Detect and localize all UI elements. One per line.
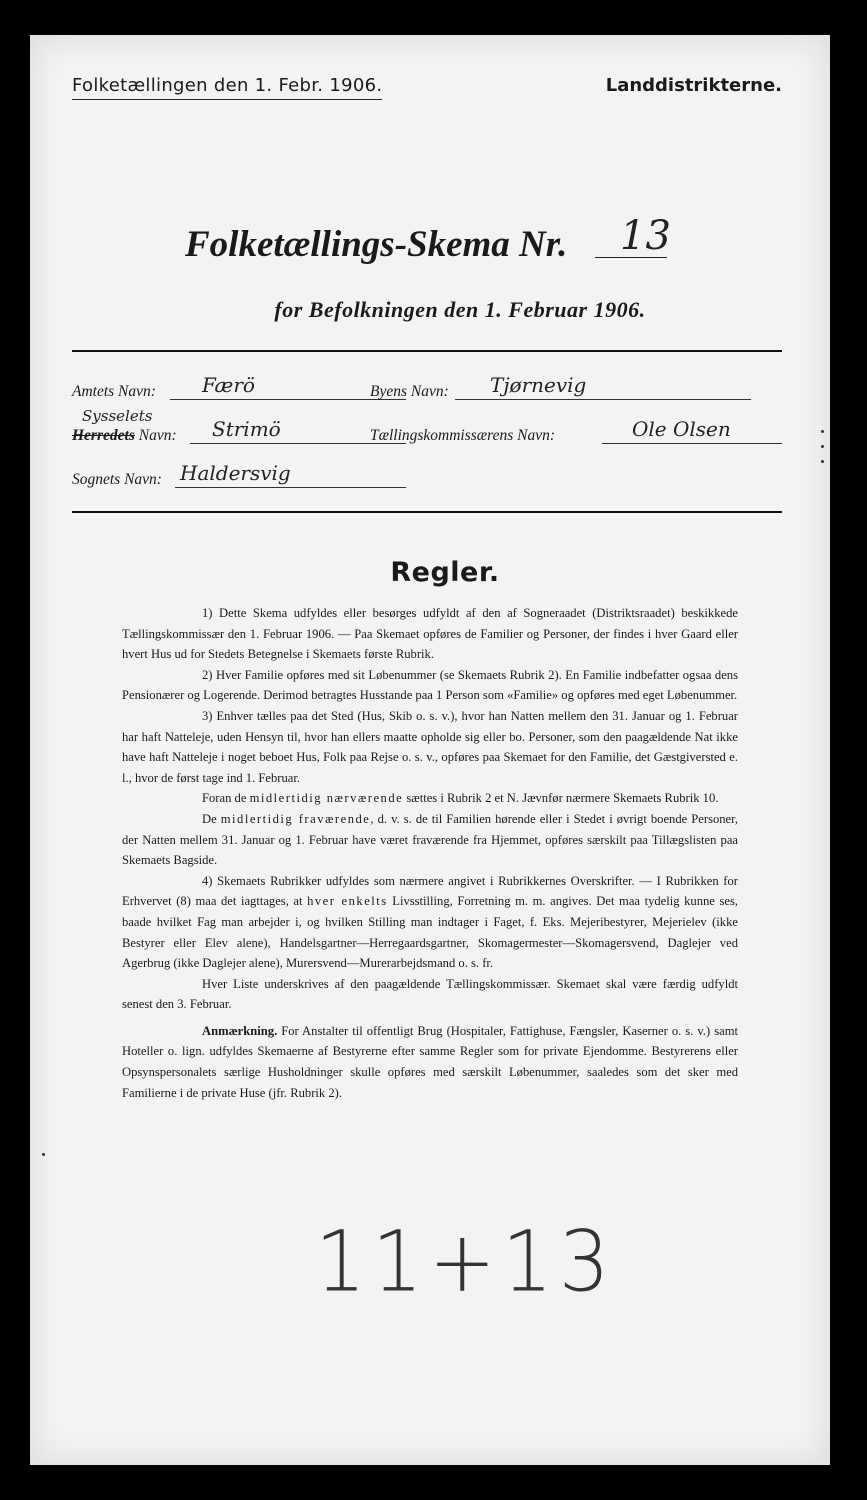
census-date-header: Folketællingen den 1. Febr. 1906.: [72, 75, 383, 96]
kommissaer-field: [370, 417, 731, 445]
edge-mark: [821, 460, 824, 463]
rule-3-absent-spaced: midlertidig fraværende: [220, 811, 371, 826]
rule-4-a: 4) Skemaets Rubrikker udfyldes som nærmere angivet i Rubrikkernes Overskrifter. — I Rubrikken for Erhvervet (8) maa det iagttages, at: [122, 873, 738, 909]
rule-3-present-spaced: midlertidig nærværende: [249, 791, 404, 806]
edge-mark: [821, 430, 824, 433]
rule-3-absent-b: , d. v. s. de til Familien hørende eller i Stedet i øvrigt boende Personer, der Natten mellem 31. Januar og 1. Februar have været fraværende fra Hjemmet, opføres særskilt paa Tillægslisten paa Skemaets Bagside.: [122, 811, 738, 868]
amt-value: Færö: [202, 373, 255, 397]
bottom-handwritten-count: 11+13: [315, 1212, 616, 1311]
edge-mark: [821, 445, 824, 448]
rule-1: 1) Dette Skema udfyldes eller besørges udfyldt af den af Sogneraadet (Distriktsraadet) beskikkede Tællingskommissær den 1. Februar 1906. — Paa Skemaet opføres de Familier og Personer, der findes i hver Gaard eller hvert Hus ud for Stedets Betegnelse i Skemaets første Rubrik.: [122, 606, 738, 662]
sogn-label: Sognets Navn:: [72, 471, 162, 488]
rule-3: 3) Enhver tælles paa det Sted (Hus, Skib o. s. v.), hvor han Natten mellem den 31. Januar og 1. Februar har haft Natteleje, uden Hensyn til, hvor han ellers maatte opholde sig eller bo. Personer, som den paagældende Nat ikke have haft Natteleje i noget beboet Hus, Folk paa Rejse o. s. v., opføres paa Skemaet for den Familie, det Gæstgiversted e. l., hvor de først tage ind 1. Februar.: [122, 708, 738, 785]
kommissaer-label: Tællingskommissærens Navn:: [370, 427, 556, 444]
form-title: Folketællings-Skema Nr.: [185, 224, 568, 265]
rule-2: 2) Hver Familie opføres med sit Løbenummer (se Skemaets Rubrik 2). En Familie indbefatter ogsaa dens Pensionærer og Logerende. Derimod betragtes Husstande paa 1 Person som «Familie» og opføres med eget Løbenummer.: [122, 667, 738, 703]
rule-3-present-b: sættes i Rubrik 2 et N. Jævnfør nærmere Skemaets Rubrik 10.: [403, 791, 719, 806]
herred-label: Navn:: [138, 427, 177, 444]
byen-label: Byens Navn:: [370, 383, 449, 400]
kommissaer-value: Ole Olsen: [632, 417, 731, 441]
form-subtitle: for Befolkningen den 1. Februar 1906.: [274, 297, 646, 322]
herred-value: Strimö: [212, 417, 281, 441]
rule-3-absent: [122, 809, 738, 871]
district-type-header: Landdistrikterne.: [605, 75, 782, 96]
top-divider: [72, 350, 782, 352]
amt-label: Amtets Navn:: [72, 383, 156, 400]
remark-text: For Anstalter til offentligt Brug (Hospitaler, Fattighuse, Fængsler, Kaserner o. s. v.) samt Hoteller o. lign. udfyldes Skemaerne af Bestyrerne efter samme Regler som for private Ejendomme. Bestyrerens eller Opsynspersonalets særlige Husholdninger skulle opføres med særskilt Løbenummer, saaledes som det sker med Familierne i de private Huse (jfr. Rubrik 2).: [122, 1023, 738, 1100]
herred-struck-label: Herredets: [72, 427, 135, 444]
remark: [122, 1021, 738, 1103]
rule-4-spaced: hver enkelts: [307, 894, 388, 909]
rules-heading: Regler.: [390, 557, 500, 588]
byen-value: Tjørnevig: [490, 373, 587, 397]
byen-line: [455, 399, 751, 400]
rule-5: Hver Liste underskrives af den paagældende Tællingskommissær. Skemaet skal være færdig udfyldt senest den 3. Februar.: [122, 976, 738, 1012]
header-underline: [72, 99, 382, 100]
bottom-divider: [72, 511, 782, 513]
rule-3-present-a: Foran de: [202, 791, 250, 806]
sysselets-handwritten: Sysselets: [82, 407, 153, 425]
edge-mark: [42, 1153, 45, 1156]
remark-label: Anmærkning.: [202, 1023, 278, 1038]
rule-4: [122, 871, 738, 974]
sogn-field: [72, 461, 291, 489]
herred-field: [72, 417, 281, 445]
rule-3-present: [122, 788, 738, 809]
census-header-left: [72, 75, 382, 96]
rule-3-absent-a: De: [202, 811, 221, 826]
byen-field: [370, 373, 587, 401]
amt-field: [72, 373, 255, 401]
sogn-line: [175, 487, 406, 488]
sogn-value: Haldersvig: [180, 461, 291, 485]
rules-body: [122, 603, 738, 1103]
kommissaer-line: [602, 443, 782, 444]
census-form-page: [30, 35, 830, 1465]
form-number-handwritten: 13: [620, 213, 671, 259]
rule-4-b: Livsstilling, Forretning m. m. angives. Det maa tydelig kunne ses, baade hvilket Fag man arbejder i, og hvilken Stilling man indtager i Faget, f. Eks. Mejeribestyrer, Mejerielev (ikke Bestyrer eller Elev alene), Handelsgartner—Herregaardsgartner, Skomagermester—Skomagersvend, Daglejer ved Agerbrug (ikke Daglejer alene), Murersvend—Murerarbejdsmand o. s. fr.: [122, 894, 738, 971]
